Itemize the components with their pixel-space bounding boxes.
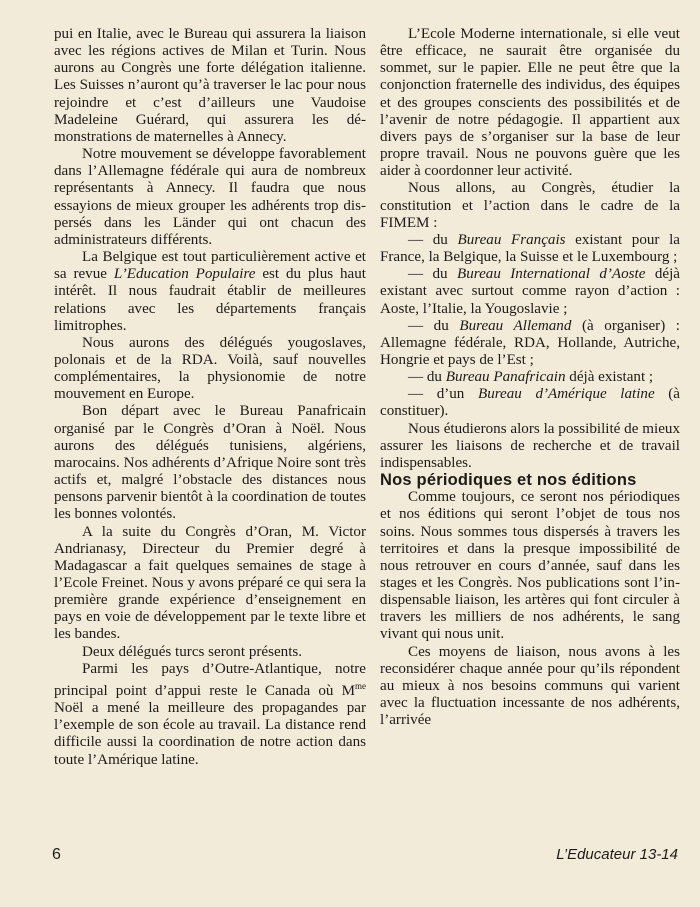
list-item: — du Bureau Panafricain déjà existant ; bbox=[408, 369, 654, 386]
paragraph: Nous étudierons alors la possibilité de mieux assurer les liaisons de recherche et de travail indispensables. bbox=[380, 420, 680, 471]
paragraph: pui en Italie, avec le Bureau qui assurera la liaison avec les régions actives de Milan et Turin. Nous aurons au Congrès une forte délégation italienne. Les Suisses n’auront qu’à traverser le lac pour nous rejoindre et c’est d’ailleurs une Vaudoise Madeleine Guérard, qui assurera les démonstrations de maternelles à Annecy. bbox=[54, 26, 366, 145]
paragraph: L’Ecole Moderne internationale, si elle veut être efficace, ne saurait être organisée du sommet, sur le papier. Elle ne peut être que la conjonction fraternelle des individus, des équipes et des groupes conscients des possibilités et de l’avenir de notre pédagogie. Il appartient aux divers pays de s’organiser sur la base de leur propre travail. Nous ne pouvons guère que les aider à coordonner leur activité. bbox=[380, 26, 680, 180]
list-item: — du Bureau Allemand (à organiser) : Allemagne fédérale, RDA, Hollande, Autriche, Hongrie et pays de l’Est ; bbox=[380, 317, 680, 368]
paragraph: Nous aurons des délégués yougoslaves, polonais et de la RDA. Voilà, sauf nouvelles complémentaires, la physionomie de notre mouvement en Europe. bbox=[54, 334, 366, 403]
page-number: 6 bbox=[52, 846, 61, 863]
paragraph: Ces moyens de liaison, nous avons à les reconsidérer chaque année pour qu’ils répondent au mieux à nos besoins communs qui varient avec la fluctuation incessante de nos adhérents, l’arrivée bbox=[380, 643, 680, 729]
paragraph: Nous allons, au Congrès, étudier la constitution et l’action dans le cadre de la FIMEM : bbox=[380, 180, 680, 231]
section-heading: Nos périodiques et nos éditions bbox=[380, 471, 637, 490]
paragraph: La Belgique est tout particulièrement active et sa revue L’Education Populaire est du plus haut intérêt. Il nous faudrait établir de meilleures relations avec les départements français limitrophes. bbox=[54, 249, 366, 334]
paragraph: A la suite du Congrès d’Oran, M. Victor Andrianasy, Directeur du Premier degré à Madagascar a fait quelques semaines de stage à l’Ecole Freinet. Nous y avons préparé ce qui sera la première grande expérience d’enseignement en pays en voie de développement par le texte libre et les bandes. bbox=[54, 523, 366, 643]
list-item: — du Bureau Français existant pour la France, la Belgique, la Suisse et le Luxembourg ; bbox=[380, 231, 680, 266]
journal-footer: L’Educateur 13-14 bbox=[556, 846, 678, 863]
paragraph: Parmi les pays d’Outre-Atlantique, notre principal point d’appui reste le Canada où $M^{me}$ Noël a mené la meilleure des propagandes par l’exemple de son école au travail. La distance rend difficile aussi la coordination de notre action dans toute l’Amérique latine. bbox=[54, 660, 366, 768]
left-column bbox=[54, 26, 366, 769]
list-item: — du Bureau International d’Aoste déjà existant avec surtout comme rayon d’action : Aoste, l’Italie, la Yougoslavie ; bbox=[380, 266, 680, 317]
paragraph: Deux délégués turcs seront présents. bbox=[82, 643, 303, 660]
right-column bbox=[380, 26, 680, 729]
paragraph: Bon départ avec le Bureau Panafricain organisé par le Congrès d’Oran à Noël. Nous aurons des délégués tunisiens, algériens, marocains. Nos adhérents d’Afrique Noire sont très actifs et, malgré l’obstacle des distances nous pensons parvenir bientôt à la coordination de toutes les bonnes volontés. bbox=[54, 403, 366, 523]
journal-title-italic: L’Education Populaire bbox=[113, 266, 256, 283]
paragraph: Notre mouvement se développe favorablement dans l’Allemagne fédérale qui aura de nombreux représentants à Annecy. Il faudra que nous essayions de mieux grouper les adhérents trop dispersés dans les Länder qui ont chacun des administrateurs différents. bbox=[54, 146, 366, 248]
list-item: — d’un Bureau d’Amérique latine (à constituer). bbox=[380, 386, 680, 420]
paragraph: Comme toujours, ce seront nos périodiques et nos éditions qui seront l’objet de tous nos soins. Nous sommes tous dispersés à travers les territoires et dans la presque impossibilité de nous retrouver en cours d’année, sauf dans les stages et les Congrès. Nos publications sont l’indispensable liaison, les artères qui font circuler à travers les milliers de nos adhérents, le sang vivant qui nous unit. bbox=[380, 489, 680, 643]
